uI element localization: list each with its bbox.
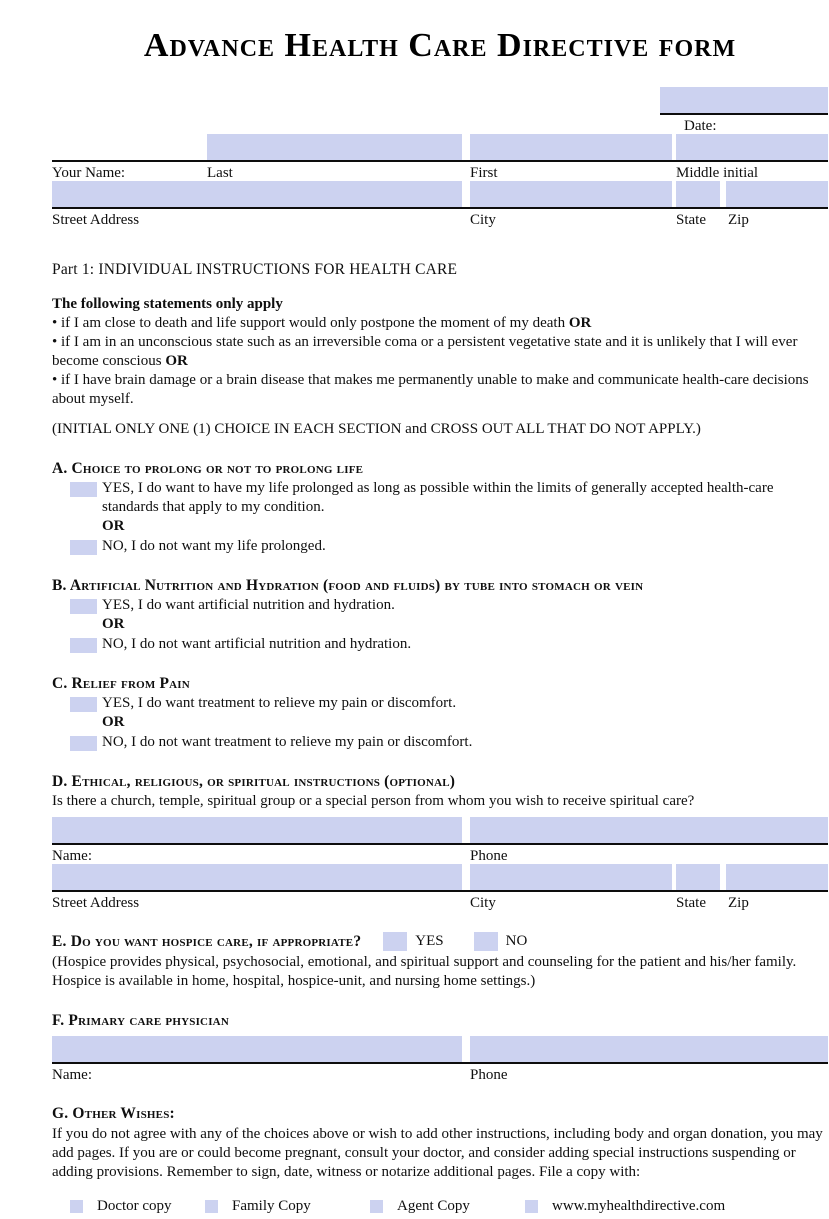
section-e-heading-row [52, 932, 828, 951]
section-b-no-option [70, 635, 828, 654]
last-label: Last [207, 165, 233, 181]
physician-name-label: Name: [52, 1067, 92, 1083]
section-b-no-initial-box[interactable] [70, 638, 97, 653]
website-copy-item [525, 1197, 725, 1216]
section-d [52, 772, 828, 912]
section-g-paragraph: If you do not agree with any of the choices above or wish to add other instructions, including body and organ donation, you may add pages. If you are or could become pregnant, consult your doctor, and consider adding special instructions suspending or adding provisions. Remember to sign, date, witness or notarize additional pages. File a copy with: [52, 1126, 823, 1180]
bullet-text: if I am in an unconscious state such as an irreversible coma or a persistent vegetative state and it is unlikely that I will ever become conscious [52, 334, 798, 369]
section-d-address-labels [52, 892, 828, 912]
section-a-yes-initial-box[interactable] [70, 482, 97, 497]
agent-copy-checkbox[interactable] [370, 1200, 383, 1213]
section-c [52, 674, 828, 752]
date-block [660, 88, 828, 135]
date-label-row [660, 115, 828, 135]
section-d-name-phone-row [52, 818, 828, 865]
section-b-or: OR [102, 616, 125, 632]
agent-copy-item [370, 1197, 470, 1216]
hospice-no-checkbox[interactable] [474, 932, 498, 951]
section-a-or: OR [102, 518, 125, 534]
part1-bullet-3 [52, 371, 828, 409]
section-g-heading: G. Other Wishes: [52, 1105, 175, 1122]
physician-phone-label: Phone [470, 1067, 508, 1083]
city-label: City [470, 212, 496, 228]
doctor-copy-label: Doctor copy [97, 1198, 172, 1214]
section-b-yes-initial-box[interactable] [70, 599, 97, 614]
bullet-or: OR [165, 353, 188, 369]
section-c-no-text: NO, I do not want treatment to relieve my pain or discomfort. [102, 734, 473, 750]
hospice-yes-checkbox[interactable] [383, 932, 407, 951]
section-c-yes-initial-box[interactable] [70, 697, 97, 712]
section-c-no-initial-box[interactable] [70, 736, 97, 751]
street-address-label: Street Address [52, 212, 140, 228]
section-g [52, 1104, 828, 1219]
state-field[interactable] [676, 181, 720, 207]
form-title: Advance Health Care Directive form [143, 27, 737, 64]
date-label: Date: [684, 118, 717, 134]
form-content [52, 24, 828, 1219]
section-e-note: (Hospice provides physical, psychosocial, emotional, and spiritual support and counseling for the patient and his/her family. Hospice is available in home, hospital, hospice-unit, and nursing home settings.) [52, 954, 797, 989]
section-e [52, 932, 828, 991]
spiritual-name-label: Name: [52, 848, 92, 864]
first-label: First [470, 165, 498, 181]
section-c-no-option [70, 733, 828, 752]
spiritual-zip-field[interactable] [726, 864, 828, 890]
section-f-heading: F. Primary care physician [52, 1012, 229, 1029]
agent-copy-label: Agent Copy [397, 1198, 470, 1214]
name-fields-rule [52, 135, 828, 162]
section-d-address-row [52, 865, 828, 912]
your-name-label: Your Name: [52, 165, 126, 181]
address-fields-rule [52, 182, 828, 209]
spiritual-state-field[interactable] [676, 864, 720, 890]
part1-bullet-1 [52, 314, 828, 333]
section-a-no-text: NO, I do not want my life prolonged. [102, 538, 326, 554]
website-copy-checkbox[interactable] [525, 1200, 538, 1213]
middle-initial-label: Middle initial [676, 165, 759, 181]
section-e-heading: E. Do you want hospice care, if appropriate? [52, 933, 362, 950]
hospice-no-label: NO [505, 933, 528, 949]
section-d-question: Is there a church, temple, spiritual group or a special person from whom you wish to receive spiritual care? [52, 793, 695, 809]
zip-label: Zip [728, 212, 749, 228]
first-name-field[interactable] [470, 134, 672, 160]
spiritual-city-field[interactable] [470, 864, 672, 890]
spiritual-zip-label: Zip [728, 895, 749, 911]
doctor-copy-item [70, 1197, 172, 1216]
last-name-field[interactable] [207, 134, 462, 160]
section-f-name-phone-rule [52, 1037, 828, 1064]
family-copy-item [205, 1197, 311, 1216]
date-field[interactable] [660, 87, 828, 113]
section-a-heading: A. Choice to prolong or not to prolong life [52, 460, 364, 477]
section-c-yes-text: YES, I do want treatment to relieve my pain or discomfort. [102, 695, 457, 711]
bullet-or: OR [568, 315, 592, 331]
part1-bullet-2 [52, 333, 828, 371]
address-labels-row [52, 209, 828, 229]
section-a-yes-option [70, 479, 828, 517]
section-a-yes-text: YES, I do want to have my life prolonged as long as possible within the limits of generally accepted health-care standards that apply to my condition. [102, 480, 774, 515]
website-copy-label: www.myhealthdirective.com [552, 1198, 726, 1214]
spiritual-city-label: City [470, 895, 496, 911]
bullet-text: if I am close to death and life support would only postpone the moment of my death [61, 315, 569, 331]
middle-initial-field[interactable] [676, 134, 828, 160]
section-f [52, 1011, 828, 1084]
spiritual-street-field[interactable] [52, 864, 462, 890]
spiritual-name-field[interactable] [52, 817, 462, 843]
section-a-no-initial-box[interactable] [70, 540, 97, 555]
spiritual-street-label: Street Address [52, 895, 140, 911]
section-d-name-phone-rule [52, 818, 828, 845]
section-b-heading: B. Artificial Nutrition and Hydration (food and fluids) by tube into stomach or vein [52, 577, 644, 594]
physician-phone-field[interactable] [470, 1036, 828, 1062]
section-d-name-phone-labels [52, 845, 828, 865]
doctor-copy-checkbox[interactable] [70, 1200, 83, 1213]
family-copy-checkbox[interactable] [205, 1200, 218, 1213]
file-copy-checkbox-row [52, 1197, 828, 1219]
part1-heading: Part 1: INDIVIDUAL INSTRUCTIONS FOR HEALTH CARE [52, 261, 458, 278]
hospice-yes-label: YES [415, 933, 444, 949]
date-field-rule [660, 88, 828, 115]
section-b [52, 576, 828, 654]
street-address-field[interactable] [52, 181, 462, 207]
spiritual-state-label: State [676, 895, 706, 911]
city-field[interactable] [470, 181, 672, 207]
name-labels-row [52, 162, 828, 182]
name-fields-row [52, 135, 828, 182]
family-copy-label: Family Copy [232, 1198, 311, 1214]
zip-field[interactable] [726, 181, 828, 207]
part1-intro: The following statements only apply [52, 296, 283, 312]
state-label: State [676, 212, 706, 228]
part1-note: (INITIAL ONLY ONE (1) CHOICE IN EACH SECTION and CROSS OUT ALL THAT DO NOT APPLY.) [52, 421, 701, 437]
section-b-yes-option [70, 596, 828, 615]
section-f-name-phone-row [52, 1037, 828, 1084]
spiritual-phone-label: Phone [470, 848, 508, 864]
address-fields-row [52, 182, 828, 229]
section-d-heading: D. Ethical, religious, or spiritual instructions (optional) [52, 773, 456, 790]
section-c-or: OR [102, 714, 125, 730]
section-c-heading: C. Relief from Pain [52, 675, 190, 692]
spiritual-phone-field[interactable] [470, 817, 828, 843]
section-a [52, 459, 828, 556]
section-b-no-text: NO, I do not want artificial nutrition and hydration. [102, 636, 412, 652]
physician-name-field[interactable] [52, 1036, 462, 1062]
section-f-name-phone-labels [52, 1064, 828, 1084]
section-d-address-rule [52, 865, 828, 892]
bullet-text: if I have brain damage or a brain disease that makes me permanently unable to make and communicate health-care decisions about myself. [52, 372, 809, 407]
section-b-yes-text: YES, I do want artificial nutrition and hydration. [102, 597, 395, 613]
section-a-no-option [70, 537, 828, 556]
section-c-yes-option [70, 694, 828, 713]
